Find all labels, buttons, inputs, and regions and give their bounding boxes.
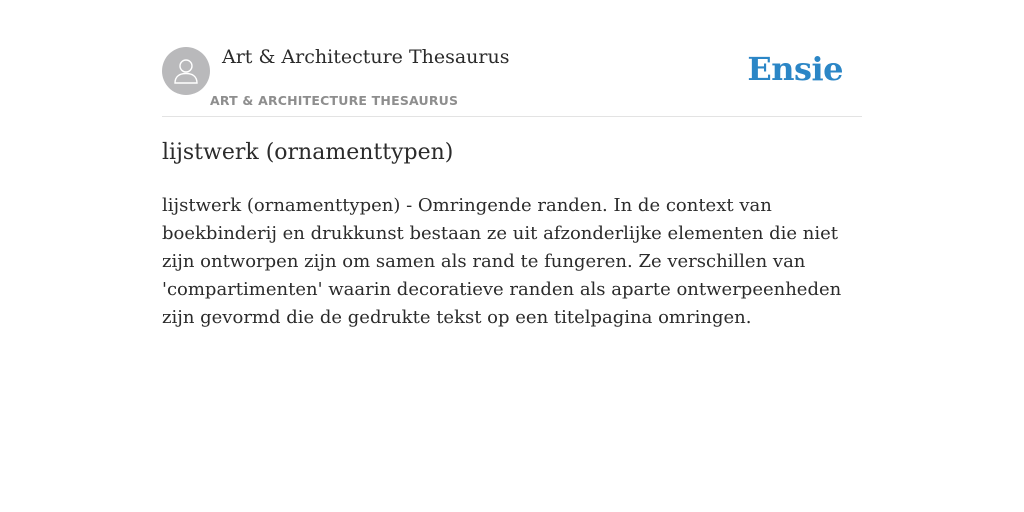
entry-definition: lijstwerk (ornamenttypen) - Omringende randen. In de context van boekbinderij en drukkunst bestaan ze uit afzonderlijke elementen die niet zijn ontworpen zijn om samen als rand te fungeren. Ze verschillen van 'compartimenten' waarin decoratieve randen als aparte ontwerpeenheden zijn gevormd die de gedrukte tekst op een titelpagina omringen. [162,195,842,328]
source-label: ART & ARCHITECTURE THESAURUS [210,93,459,108]
brand-logo[interactable]: Ensie [747,50,843,88]
entry-header [162,44,862,117]
avatar[interactable] [162,47,210,95]
author-name[interactable]: Art & Architecture Thesaurus [222,46,510,68]
entry-title: lijstwerk (ornamenttypen) [162,140,454,165]
user-silhouette-icon [171,56,201,86]
